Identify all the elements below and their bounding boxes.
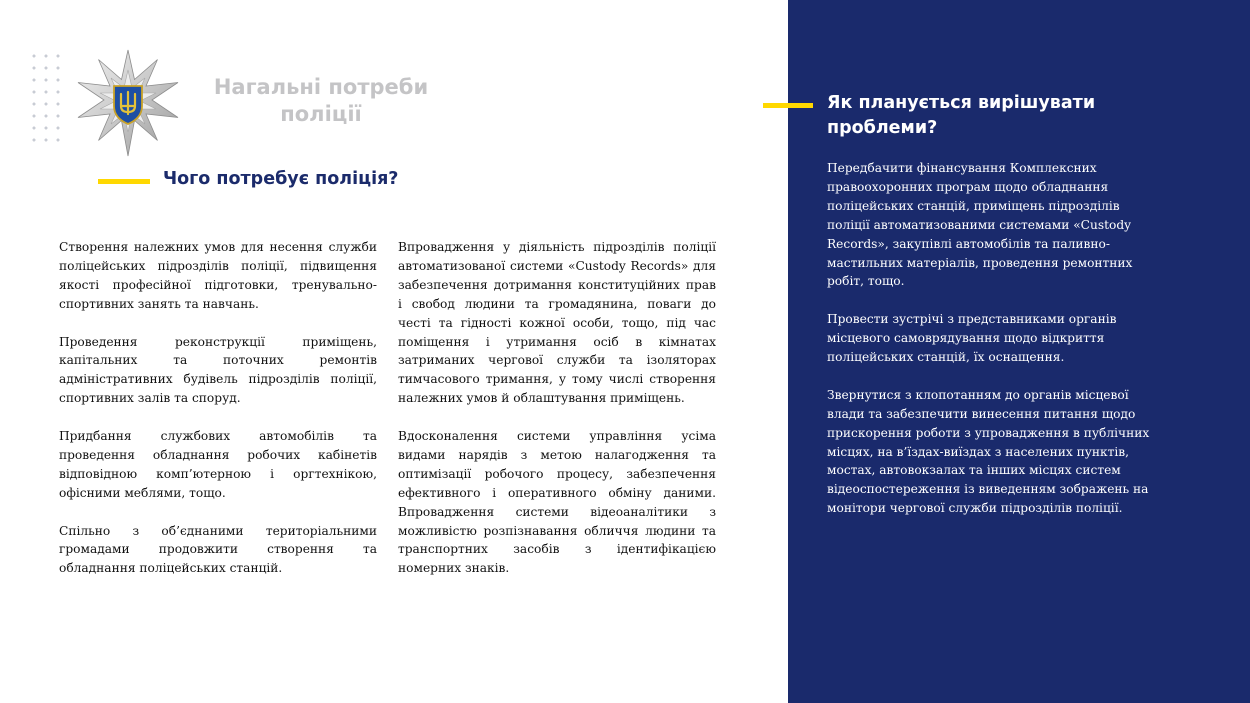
paragraph: Створення належних умов для несення служби поліцейських підрозділів поліції, підвищення якості професійної підготовки, тренувально-спортивних занять та навчань. <box>59 240 377 311</box>
slide-title: Нагальні потреби поліції <box>213 75 429 126</box>
paragraph: Провести зустрічі з представниками органів місцевого самоврядування щодо відкриття поліцейських станцій, їх оснащення. <box>827 312 1117 365</box>
paragraph: Придбання службових автомобілів та проведення обладнання робочих кабінетів відповідною комп’ютерною і оргтехнікою, офісними меблями, тощо. <box>59 429 377 500</box>
paragraph: Передбачити фінансування Комплексних правоохоронних програм щодо обладнання поліцейських станцій, приміщень підрозділів поліції автоматизованими системами «Custody Records», закупівлі автомобілів та паливно-мастильних матеріалів, проведення ремонтних робіт, тощо. <box>827 161 1133 289</box>
accent-bar-right <box>763 103 813 108</box>
paragraph: Впровадження у діяльність підрозділів поліції автоматизованої системи «Custody Records» для забезпечення дотримання конституційних прав і свобод людини та громадянина, поваги до честі та гідності кожної особи, тощо, під час поміщення і утримання осіб в кімнатах затриманих чергової служби та ізоляторах тимчасового тримання, у тому числі створення належних умов й облаштування приміщень. <box>398 240 716 406</box>
trident-emblem-icon <box>114 86 142 124</box>
section-heading: Чого потребує поліція? <box>163 169 399 189</box>
needs-column-left <box>59 238 377 597</box>
police-star-badge-icon <box>72 48 184 160</box>
needs-column-middle <box>398 238 716 597</box>
decorative-dot-grid <box>28 50 64 150</box>
panel-heading: Як планується вирішувати проблеми? <box>827 93 1096 138</box>
paragraph: Звернутися з клопотанням до органів місцевої влади та забезпечити винесення питання щодо прискорення роботи з упровадження в публічних місцях, на в’їздах-виїздах з населених пунктів, мостах, автовокзалах та інших місцях систем відеоспостереження із виведенням зображень на монітори чергової служби підрозділів поліції. <box>827 387 1150 516</box>
paragraph: Проведення реконструкції приміщень, капітальних та поточних ремонтів адміністративних будівель підрозділів поліції, спортивних залів та споруд. <box>59 334 377 406</box>
paragraph: Спільно з об’єднаними територіальними громадами продовжити створення та обладнання поліцейських станцій. <box>59 523 377 576</box>
solutions-text <box>827 159 1157 537</box>
accent-bar-left <box>98 179 150 184</box>
paragraph: Вдосконалення системи управління усіма видами нарядів з метою налагодження та оптимізації робочого процесу, забезпечення ефективного і оперативного обміну даними. Впровадження системи відеоаналітики з можливістю розпізнавання обличчя людини та транспортних засобів з ідентифікацією номерних знаків. <box>398 429 716 576</box>
